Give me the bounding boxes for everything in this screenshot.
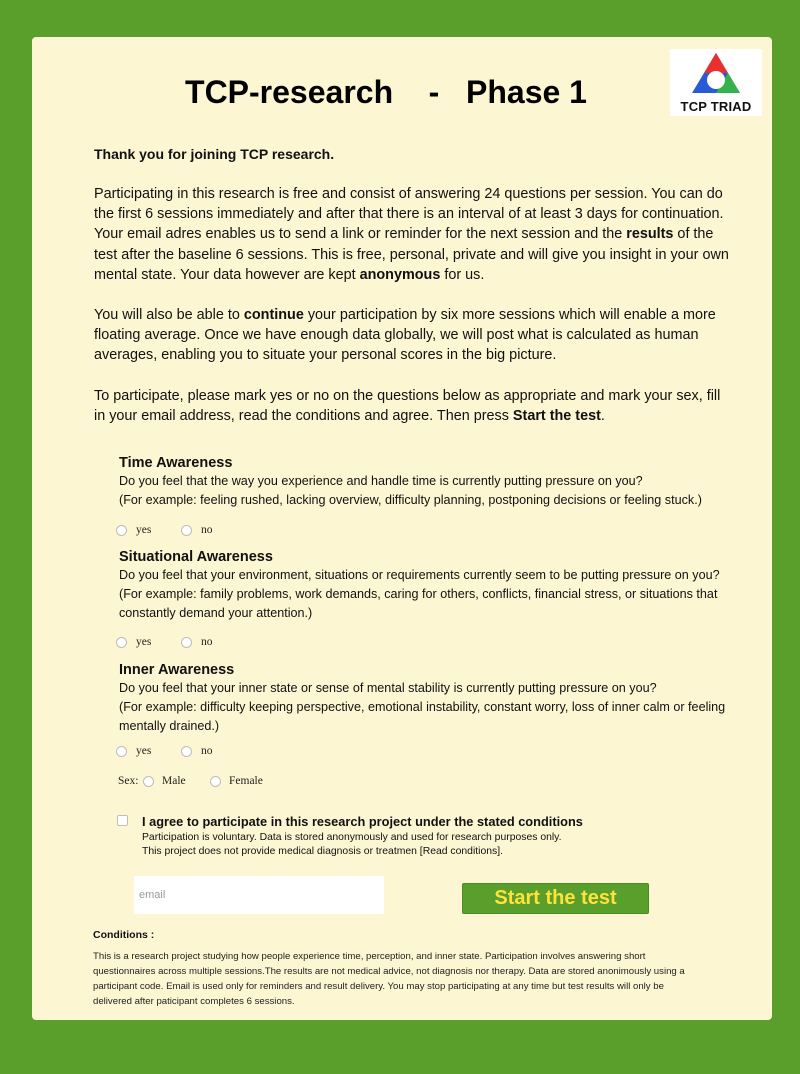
radio-situational-yes[interactable]	[116, 637, 127, 648]
question-prompt: Do you feel that your environment, situations or requirements currently seem to be putting pressure on you?	[119, 568, 720, 582]
radio-label-no: no	[201, 524, 213, 536]
radio-inner-no[interactable]	[181, 746, 192, 757]
question-title-inner: Inner Awareness	[119, 662, 235, 678]
question-text-situational	[119, 566, 739, 623]
radio-sex-male[interactable]	[143, 776, 154, 787]
radio-inner-yes[interactable]	[116, 746, 127, 757]
radio-label-male: Male	[162, 775, 186, 787]
question-example: (For example: family problems, work demands, caring for others, conflicts, financial stress, or situations that constantly demand your attention.)	[119, 587, 718, 620]
email-input[interactable]	[134, 876, 384, 914]
sex-label: Sex:	[118, 775, 139, 787]
conditions-text: This is a research project studying how people experience time, perception, and inner state. Participation involves answering short questionnaires across multiple sessions.The results are not medical advice, not diagnosis nor therapy. Data are stored anonimously using a participant code. Email is used only for reminders and result delivery. You may stop participating at any time but test results will only be delivered after paticipant completes 6 sessions.	[93, 951, 685, 1007]
paragraph-text: .	[600, 408, 605, 425]
intro-paragraph-1	[94, 184, 734, 285]
question-example: (For example: difficulty keeping perspective, emotional instability, constant worry, loss of inner calm or feeling mentally drained.)	[119, 700, 726, 733]
radio-time-no[interactable]	[181, 525, 192, 536]
radio-label-yes: yes	[136, 636, 152, 648]
radio-time-yes[interactable]	[116, 525, 127, 536]
logo-text: TCP TRIAD	[680, 99, 752, 114]
question-prompt: Do you feel that the way you experience and handle time is currently putting pressure on you?	[119, 474, 643, 488]
conditions-title: Conditions :	[93, 929, 155, 941]
question-text-inner	[119, 679, 739, 736]
agree-note-2[interactable]: This project does not provide medical diagnosis or treatmen [Read conditions].	[142, 846, 503, 857]
radio-sex-female[interactable]	[210, 776, 221, 787]
agree-checkbox[interactable]	[117, 815, 128, 826]
question-text-time	[119, 472, 739, 510]
paragraph-text: of the test after the baseline 6 sessions. This is free, personal, private and will give you insight in your own mental state. Your data however are kept	[94, 226, 729, 283]
question-example: (For example: feeling rushed, lacking overview, difficulty planning, postponing decisions or feeling stuck.)	[119, 493, 702, 507]
emphasis-text: continue	[243, 307, 304, 323]
radio-situational-no[interactable]	[181, 637, 192, 648]
question-title-situational: Situational Awareness	[119, 549, 273, 565]
intro-paragraph-2	[94, 305, 734, 366]
question-prompt: Do you feel that your inner state or sense of mental stability is currently putting pressure on you?	[119, 681, 657, 695]
start-test-button[interactable]: Start the test	[462, 883, 649, 914]
intro-thanks: Thank you for joining TCP research.	[94, 146, 335, 162]
radio-label-yes: yes	[136, 745, 152, 757]
question-title-time: Time Awareness	[119, 455, 233, 471]
paragraph-text: You will also be able to	[94, 307, 244, 323]
radio-label-yes: yes	[136, 524, 152, 536]
paragraph-text: your participation by six more sessions which will enable a more floating average. Once we have enough data globally, we will post what is calculated as human averages, enabling you to situate your personal scores in the big picture.	[94, 307, 716, 364]
agree-note-1: Participation is voluntary. Data is stored anonymously and used for research purposes only.	[142, 832, 562, 843]
radio-label-female: Female	[229, 775, 263, 787]
agree-label: I agree to participate in this research project under the stated conditions	[142, 814, 583, 829]
radio-label-no: no	[201, 636, 213, 648]
intro-paragraph-3	[94, 386, 734, 426]
paragraph-text: Participating in this research is free and consist of answering 24 questions per session. You can do the first 6 sessions immediately and after that there is an interval of at least 3 days for continuation. Your email adres enables us to send a link or reminder for the next session and the	[94, 186, 724, 243]
paragraph-text: for us.	[440, 266, 485, 283]
emphasis-text: Start the test	[512, 408, 601, 425]
page-title: TCP-research - Phase 1	[185, 74, 587, 110]
emphasis-text: anonymous	[359, 266, 441, 283]
emphasis-text: results	[626, 226, 674, 243]
radio-label-no: no	[201, 745, 213, 757]
paragraph-text: To participate, please mark yes or no on the questions below as appropriate and mark your sex, fill in your email address, read the conditions and agree. Then press	[94, 388, 721, 425]
